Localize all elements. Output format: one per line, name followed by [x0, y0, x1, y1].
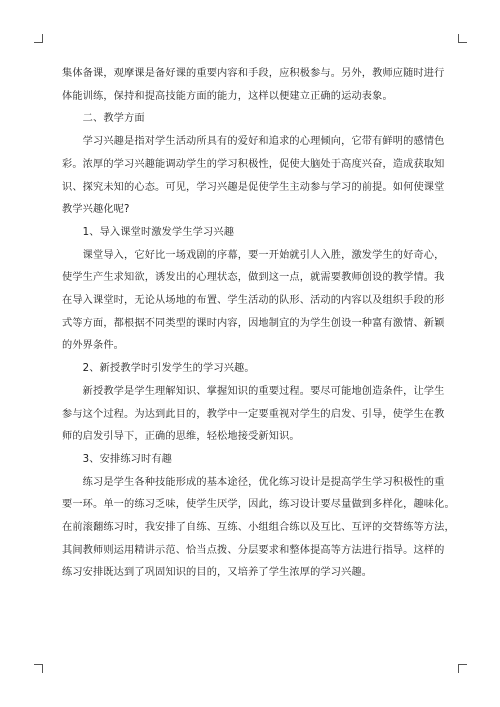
text-line: 师的启发引导下，正确的思维，轻松地接受新知识。 — [62, 431, 300, 443]
text-line: 的外界条件。 — [62, 340, 125, 352]
text-line: 课堂导入，它好比一场戏剧的序幕，要一开始就引人入胜，激发学生的好奇心， — [62, 249, 445, 261]
subsection-heading: 2、新授教学时引发学生的学习兴趣。 — [62, 363, 255, 375]
text-line: 在导入课堂时，无论从场地的布置、学生活动的队形、活动的内容以及组织手段的形 — [62, 295, 445, 307]
text-line: 教学兴趣化呢? — [62, 204, 130, 216]
text-line: 彩。浓厚的学习兴趣能调动学生的学习积极性，促使大脑处于高度兴奋，造成获取知 — [62, 158, 445, 170]
text-line: 式等方面，都根据不同类型的课时内容，因地制宜的为学生创设一种富有激情、新颖 — [62, 317, 445, 329]
text-line: 在前滚翻练习时，我安排了自练、互练、小组组合练以及互比、互评的交替练等方法， — [62, 522, 455, 534]
crop-mark-bottom-right — [458, 664, 467, 673]
text-line: 使学生产生求知欲，诱发出的心理状态，做到这一点，就需要教师创设的教学情。我 — [62, 272, 445, 284]
text-line: 练习安排既达到了巩固知识的目的，又培养了学生浓厚的学习兴趣。 — [62, 567, 373, 579]
text-line: 参与这个过程。为达到此目的，教学中一定要重视对学生的启发、引导，使学生在教 — [62, 408, 445, 420]
document-body — [62, 63, 455, 585]
text-line: 新授教学是学生理解知识、掌握知识的重要过程。要尽可能地创造条件，让学生 — [62, 385, 445, 397]
crop-mark-bottom-left — [34, 664, 43, 673]
text-line: 识、探究未知的心态。可见，学习兴趣是促使学生主动参与学习的前提。如何使课堂 — [62, 181, 445, 193]
subsection-heading: 3、安排练习时有趣 — [62, 453, 173, 465]
text-line: 要一环。单一的练习乏味，使学生厌学，因此，练习设计要尽量做到多样化，趣味化。 — [62, 499, 455, 511]
section-heading: 二、教学方面 — [62, 113, 145, 125]
text-line: 练习是学生各种技能形成的基本途径，优化练习设计是提高学生学习积极性的重 — [62, 476, 445, 488]
subsection-heading: 1、导入课堂时激发学生学习兴趣 — [62, 226, 235, 238]
text-line: 集体备课，观摩课是备好课的重要内容和手段，应积极参与。另外，教师应随时进行 — [62, 68, 445, 79]
crop-mark-top-left — [34, 34, 43, 43]
text-line: 其间教师则运用精讲示范、恰当点拨、分层要求和整体提高等方法进行指导。这样的 — [62, 544, 445, 556]
text-line: 学习兴趣是指对学生活动所具有的爱好和追求的心理倾向，它带有鲜明的感情色 — [62, 136, 445, 148]
crop-mark-top-right — [458, 34, 467, 43]
text-line: 体能训练，保持和提高技能方面的能力，这样以便建立正确的运动表象。 — [62, 90, 393, 102]
